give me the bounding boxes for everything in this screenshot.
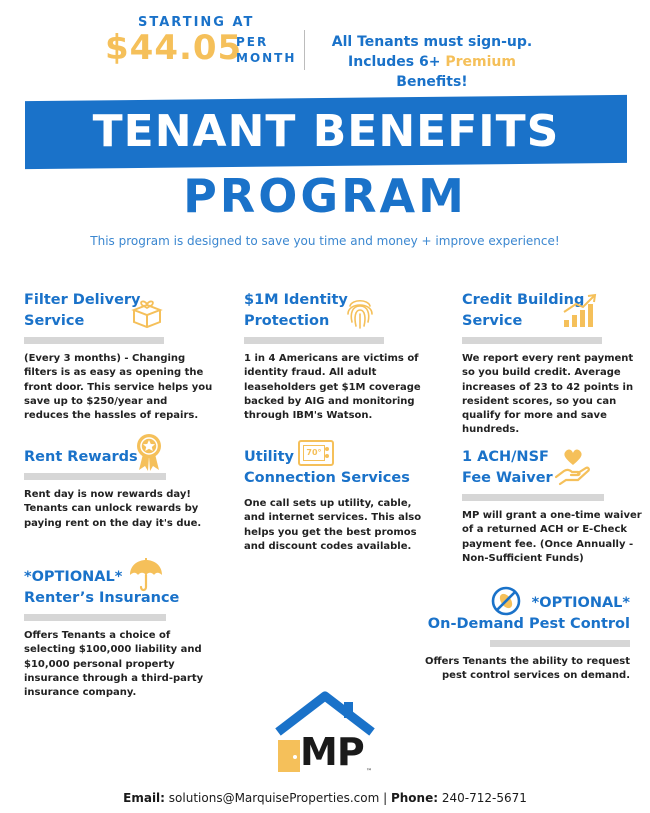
contact-footer bbox=[0, 791, 650, 805]
benefit-title-line-1: Rent Rewards bbox=[24, 449, 138, 465]
benefit-description: Rent day is now rewards day! Tenants can unlock rewards by paying rent on the day it's due. bbox=[24, 489, 202, 529]
benefit-description: Offers Tenants the ability to request pest control services on demand. bbox=[425, 656, 630, 682]
benefit-description: (Every 3 months) - Changing filters is as easy as opening the front door. This service helps you save up to $250/year and reduces the hassles of repairs. bbox=[24, 353, 213, 422]
premium-word: Premium bbox=[445, 54, 516, 70]
thermostat-display: 70° bbox=[303, 445, 325, 461]
benefit-underline-bar bbox=[490, 640, 630, 647]
page-subtitle: This program is designed to save you time and money + improve experience! bbox=[90, 234, 560, 248]
company-logo bbox=[270, 690, 380, 780]
heart-hand-icon bbox=[554, 447, 592, 487]
benefit-title-line-2: Fee Waiver bbox=[462, 470, 553, 486]
benefit-renters-insurance bbox=[24, 567, 214, 700]
benefit-title bbox=[24, 567, 214, 609]
price-value: $44.05 bbox=[105, 28, 243, 68]
signup-notice bbox=[312, 32, 552, 92]
logo-trademark: ™ bbox=[366, 768, 372, 775]
benefit-underline-bar bbox=[24, 473, 166, 480]
benefit-ach-nsf-waiver bbox=[462, 447, 642, 566]
benefit-title-line-1: Utility bbox=[244, 449, 294, 465]
gift-box-heart-icon bbox=[130, 296, 164, 330]
price-header bbox=[0, 0, 650, 90]
signup-line-2 bbox=[312, 52, 552, 92]
header-divider bbox=[304, 30, 305, 70]
month-label: MONTH bbox=[236, 51, 297, 65]
benefit-underline-bar bbox=[24, 614, 166, 621]
benefit-description: MP will grant a one-time waiver of a returned ACH or E-Check payment fee. (Once Annually - Non-Sufficient Funds) bbox=[462, 510, 642, 564]
per-month-label bbox=[236, 34, 296, 66]
email-link[interactable]: solutions@MarquiseProperties.com bbox=[168, 791, 380, 805]
benefit-title bbox=[24, 447, 214, 468]
award-ribbon-icon bbox=[134, 432, 164, 472]
benefit-title-line-1: *OPTIONAL* bbox=[531, 595, 630, 611]
benefit-description: One call sets up utility, cable, and internet services. This also helps you get the best promos and discount codes available. bbox=[244, 498, 422, 552]
signup-line-2-post: Benefits! bbox=[396, 74, 468, 90]
benefit-title-line-2: On-Demand Pest Control bbox=[427, 616, 630, 632]
phone-label: Phone: bbox=[390, 791, 439, 805]
benefit-rent-rewards bbox=[24, 447, 214, 531]
footer-separator: | bbox=[379, 791, 391, 805]
benefit-underline-bar bbox=[24, 337, 164, 344]
signup-line-1: All Tenants must sign-up. bbox=[331, 34, 533, 50]
benefit-title-line-1: *OPTIONAL* bbox=[24, 569, 123, 585]
benefit-title-line-2: Service bbox=[24, 313, 85, 329]
benefit-description: Offers Tenants a choice of selecting $100,000 liability and $10,000 personal property insurance through a third-party insurance company. bbox=[24, 630, 204, 699]
benefit-title-line-2: Connection Services bbox=[244, 470, 410, 486]
email-label: Email: bbox=[123, 791, 165, 805]
thermostat-icon bbox=[298, 440, 334, 466]
starting-at-label: STARTING AT bbox=[138, 15, 255, 30]
benefit-title bbox=[425, 593, 630, 635]
benefit-title bbox=[24, 290, 214, 332]
growth-chart-icon bbox=[561, 292, 599, 330]
benefit-description: We report every rent payment so you build credit. Average increases of 23 to 42 points in resident scores, so you can qualify for more and save hundreds. bbox=[462, 353, 634, 436]
benefit-underline-bar bbox=[244, 337, 384, 344]
benefit-title bbox=[244, 447, 434, 489]
no-pest-icon bbox=[490, 585, 522, 617]
thermostat-button bbox=[325, 454, 329, 458]
benefit-title bbox=[244, 290, 434, 332]
benefit-title-line-1: $1M Identity bbox=[244, 292, 348, 308]
page-title-line-2: PROGRAM bbox=[183, 169, 467, 223]
benefit-title-line-1: Credit Building bbox=[462, 292, 585, 308]
per-label: PER bbox=[236, 35, 269, 49]
page-title-line-1: TENANT BENEFITS bbox=[92, 106, 560, 157]
phone-link[interactable]: 240-712-5671 bbox=[441, 791, 527, 805]
thermostat-button bbox=[325, 447, 329, 451]
logo-text: MP bbox=[300, 730, 364, 774]
benefit-title-line-2: Service bbox=[462, 313, 523, 329]
benefit-title bbox=[462, 290, 642, 332]
benefit-title-line-1: Filter Delivery bbox=[24, 292, 141, 308]
signup-line-2-pre: Includes 6+ bbox=[348, 54, 446, 70]
benefit-credit-building bbox=[462, 290, 642, 438]
fingerprint-icon bbox=[344, 294, 376, 330]
benefit-title-line-2: Protection bbox=[244, 313, 330, 329]
benefit-filter-delivery bbox=[24, 290, 214, 423]
umbrella-icon bbox=[128, 557, 164, 593]
benefit-identity-protection bbox=[244, 290, 434, 423]
benefit-title-line-2: Renter’s Insurance bbox=[24, 590, 180, 606]
benefit-title-line-1: 1 ACH/NSF bbox=[462, 449, 549, 465]
benefit-underline-bar bbox=[462, 337, 602, 344]
benefit-utility-connection bbox=[244, 447, 434, 554]
benefit-pest-control bbox=[425, 593, 630, 684]
benefit-underline-bar bbox=[462, 494, 604, 501]
benefit-title bbox=[462, 447, 642, 489]
benefit-description: 1 in 4 Americans are victims of identity fraud. All adult leaseholders get $1M coverage backed by AIG and monitoring through IBM's Watson. bbox=[244, 353, 421, 422]
